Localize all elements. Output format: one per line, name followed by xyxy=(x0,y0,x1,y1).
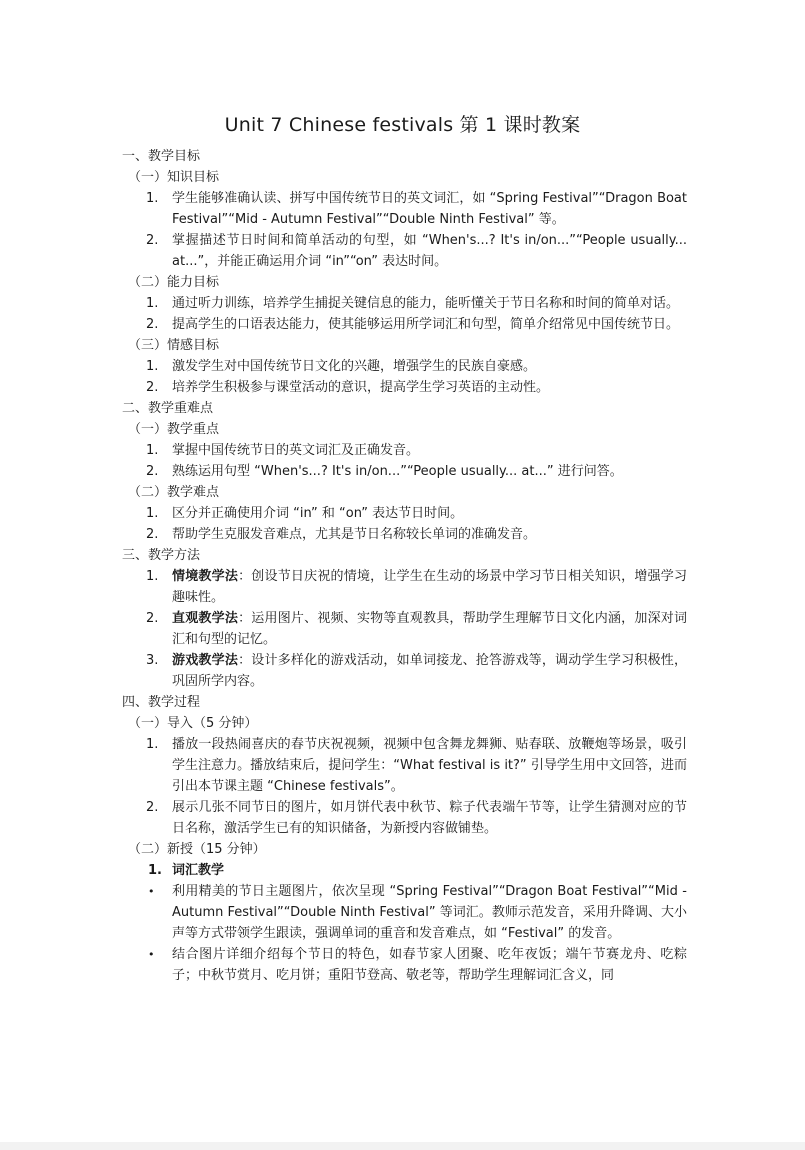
list-number: 1. xyxy=(146,506,159,521)
list-text: ：运用图片、视频、实物等直观教具，帮助学生理解节日文化内涵，加深对词汇和句型的记忆。 xyxy=(172,611,687,647)
subsection-heading: （一）导入（5 分钟） xyxy=(128,716,258,731)
list-number: 2. xyxy=(146,611,159,626)
section-heading: 二、教学重难点 xyxy=(122,401,214,416)
subsection-heading: （二）教学难点 xyxy=(128,485,220,500)
list-number: 2. xyxy=(146,233,159,248)
list-text: 掌握描述节日时间和简单活动的句型，如 “When's...? It's in/on...”“People usually... at...”，并能正确运用介词 “in”“on” 表达时间。 xyxy=(172,233,687,269)
list-item xyxy=(122,440,687,461)
vocabulary-subheading xyxy=(122,860,687,881)
list-text: 学生能够准确认读、拼写中国传统节日的英文词汇，如 “Spring Festival”“Dragon Boat Festival”“Mid - Autumn Festival”“Double Ninth Festival” 等。 xyxy=(172,191,687,227)
subsection-heading: （三）情感目标 xyxy=(128,338,220,353)
list-text: ：创设节日庆祝的情境，让学生在生动的场景中学习节日相关知识，增强学习趣味性。 xyxy=(172,569,687,605)
list-item xyxy=(122,608,687,650)
list-item xyxy=(122,314,687,335)
list-number: 2. xyxy=(146,527,159,542)
list-number: 2. xyxy=(146,317,159,332)
list-text: 利用精美的节日主题图片，依次呈现 “Spring Festival”“Dragon Boat Festival”“Mid - Autumn Festival”“Double Ninth Festival” 等词汇。教师示范发音，采用升降调、大小声等方式带领学生跟读，强调单词的重音和发音难点，如 “Festival” 的发音。 xyxy=(172,884,687,941)
list-number: 2. xyxy=(146,800,159,815)
list-number: 1. xyxy=(146,737,159,752)
method-label: 游戏教学法 xyxy=(172,653,239,668)
list-item xyxy=(122,356,687,377)
page-bottom-edge xyxy=(0,1142,805,1150)
list-text: 掌握中国传统节日的英文词汇及正确发音。 xyxy=(172,443,420,458)
list-text: 区分并正确使用介词 “in” 和 “on” 表达节日时间。 xyxy=(172,506,464,521)
bullet-item xyxy=(122,881,687,944)
document-title: Unit 7 Chinese festivals 第 1 课时教案 xyxy=(224,114,581,136)
list-text: 熟练运用句型 “When's...? It's in/on...”“People usually... at...” 进行问答。 xyxy=(172,464,623,479)
list-item xyxy=(122,188,687,230)
section-heading: 一、教学目标 xyxy=(122,149,201,164)
bullet-item xyxy=(122,944,687,986)
list-text: 展示几张不同节日的图片，如月饼代表中秋节、粽子代表端午节等，让学生猜测对应的节日名称，激活学生已有的知识储备，为新授内容做铺垫。 xyxy=(172,800,687,836)
list-item xyxy=(122,230,687,272)
list-item xyxy=(122,524,687,545)
list-item xyxy=(122,503,687,524)
subsection-heading: （一）教学重点 xyxy=(128,422,220,437)
list-item xyxy=(122,293,687,314)
list-number: 2. xyxy=(146,464,159,479)
list-text: 培养学生积极参与课堂活动的意识，提高学生学习英语的主动性。 xyxy=(172,380,550,395)
list-number: 1. xyxy=(146,191,159,206)
method-label: 直观教学法 xyxy=(172,611,239,626)
list-item xyxy=(122,566,687,608)
bullet-icon: • xyxy=(148,885,155,898)
bullet-icon: • xyxy=(148,948,155,961)
list-number: 3. xyxy=(146,653,159,668)
list-item xyxy=(122,650,687,692)
subsection-heading: （一）知识目标 xyxy=(128,170,220,185)
subsection-heading: （二）能力目标 xyxy=(128,275,220,290)
list-text: 结合图片详细介绍每个节日的特色，如春节家人团聚、吃年夜饭；端午节赛龙舟、吃粽子；中秋节赏月、吃月饼；重阳节登高、敬老等，帮助学生理解词汇含义，同 xyxy=(172,947,687,983)
list-number: 1. xyxy=(146,296,159,311)
list-text: 通过听力训练，培养学生捕捉关键信息的能力，能听懂关于节日名称和时间的简单对话。 xyxy=(172,296,680,311)
method-label: 情境教学法 xyxy=(172,569,239,584)
section-heading: 四、教学过程 xyxy=(122,695,201,710)
list-item xyxy=(122,797,687,839)
list-item xyxy=(122,377,687,398)
list-number: 1. xyxy=(146,359,159,374)
subsection-heading: （二）新授（15 分钟） xyxy=(128,842,266,857)
list-number: 1. xyxy=(148,863,162,878)
document-body xyxy=(122,146,687,986)
list-number: 2. xyxy=(146,380,159,395)
list-item xyxy=(122,734,687,797)
section-heading: 三、教学方法 xyxy=(122,548,201,563)
list-number: 1. xyxy=(146,443,159,458)
list-item xyxy=(122,461,687,482)
list-text: 激发学生对中国传统节日文化的兴趣，增强学生的民族自豪感。 xyxy=(172,359,537,374)
list-text: 播放一段热闹喜庆的春节庆祝视频，视频中包含舞龙舞狮、贴春联、放鞭炮等场景，吸引学生注意力。播放结束后，提问学生：“What festival is it?” 引导学生用中文回答，进而引出本节课主题 “Chinese festivals”。 xyxy=(172,737,687,794)
list-text: 帮助学生克服发音难点，尤其是节日名称较长单词的准确发音。 xyxy=(172,527,537,542)
list-text: ：设计多样化的游戏活动，如单词接龙、抢答游戏等，调动学生学习积极性，巩固所学内容。 xyxy=(172,653,687,689)
list-number: 1. xyxy=(146,569,159,584)
list-text: 提高学生的口语表达能力，使其能够运用所学词汇和句型，简单介绍常见中国传统节日。 xyxy=(172,317,680,332)
subheading-text: 词汇教学 xyxy=(172,863,225,878)
